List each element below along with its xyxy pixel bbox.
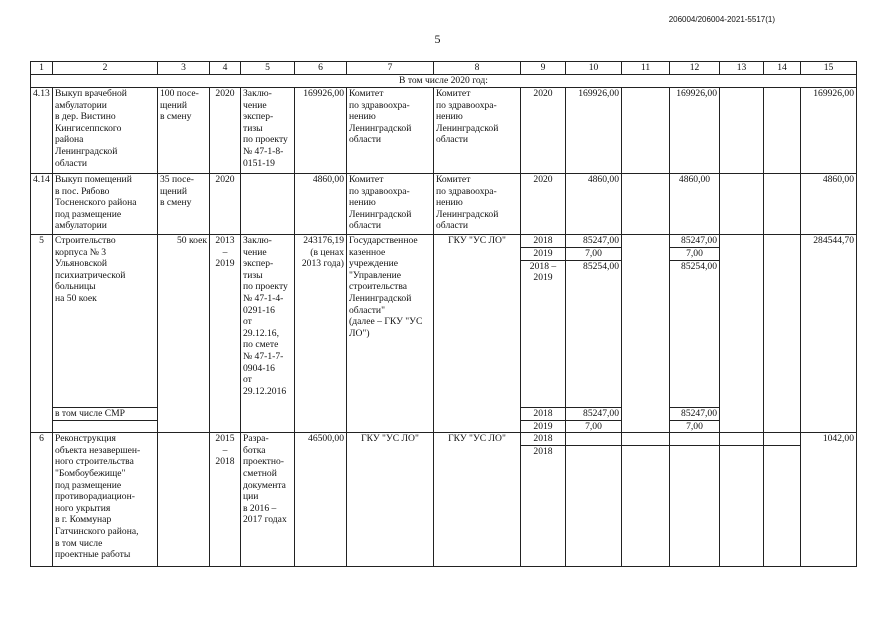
developer: Комитет по здравоохра- нению Ленинградской области <box>434 88 521 174</box>
customer: ГКУ "УС ЛО" <box>347 433 434 567</box>
column-header: 4 <box>210 62 241 75</box>
amount-col14 <box>764 88 801 174</box>
amount-col12: 7,00 <box>670 248 720 261</box>
column-header: 15 <box>801 62 857 75</box>
capacity <box>158 433 210 567</box>
capacity: 35 посе- щений в смену <box>158 174 210 235</box>
amount-col10: 85247,00 <box>566 235 622 248</box>
capacity: 50 коек <box>158 235 210 408</box>
column-header: 9 <box>521 62 566 75</box>
amount-col13 <box>720 446 764 567</box>
object-name: Выкуп врачебной амбулатории в дер. Вистино Кингисеппского района Ленинградской области <box>53 88 158 174</box>
year: 2018 – 2019 <box>521 260 566 407</box>
period: 2015 – 2018 <box>210 433 241 567</box>
amount-col12: 85247,00 <box>670 235 720 248</box>
amount-col12: 85254,00 <box>670 260 720 407</box>
amount-col11 <box>622 433 670 446</box>
amount-col15: 1042,00 <box>801 433 857 567</box>
column-header: 1 <box>31 62 53 75</box>
column-header: 3 <box>158 62 210 75</box>
amount-col13 <box>720 88 764 174</box>
amount-col13 <box>720 433 764 446</box>
year: 2020 <box>521 174 566 235</box>
amount-col10: 4860,00 <box>566 174 622 235</box>
project-document <box>241 174 295 235</box>
column-header: 13 <box>720 62 764 75</box>
customer: Комитет по здравоохра- нению Ленинградской области <box>347 174 434 235</box>
amount-col11 <box>622 235 670 408</box>
period: 2013 – 2019 <box>210 235 241 408</box>
row-number: 5 <box>31 235 53 433</box>
project-document: Разра- ботка проектно- сметной документа ции в 2016 – 2017 годах <box>241 433 295 567</box>
developer: ГКУ "УС ЛО" <box>434 235 521 408</box>
project-document: Заклю- чение экспер- тизы по проекту № 47-1-8- 0151-19 <box>241 88 295 174</box>
amount-col12: 169926,00 <box>670 88 720 174</box>
customer: Государственное казенное учреждение "Управление строительства Ленинградской области" (далее – ГКУ "УС ЛО") <box>347 235 434 408</box>
year: 2018 <box>521 433 566 446</box>
amount-col10: 169926,00 <box>566 88 622 174</box>
amount-col12: 4860,00 <box>670 174 720 235</box>
table-row <box>31 433 857 446</box>
table-row <box>31 88 857 174</box>
section-title-row <box>31 75 857 88</box>
amount-col12 <box>670 446 720 567</box>
smr-label: в том числе СМР <box>53 407 158 420</box>
column-header: 5 <box>241 62 295 75</box>
object-name: Выкуп помещений в пос. Рябово Тосненского района под размещение амбулатории <box>53 174 158 235</box>
column-header: 14 <box>764 62 801 75</box>
amount-col14 <box>764 174 801 235</box>
section-title: В том числе 2020 год: <box>31 75 857 88</box>
amount-col15: 284544,70 <box>801 235 857 433</box>
table-row <box>31 407 857 420</box>
amount-col15: 4860,00 <box>801 174 857 235</box>
amount-col11 <box>622 174 670 235</box>
developer: ГКУ "УС ЛО" <box>434 433 521 567</box>
estimated-cost: 46500,00 <box>295 433 347 567</box>
customer: Комитет по здравоохра- нению Ленинградской области <box>347 88 434 174</box>
amount-col10 <box>566 446 622 567</box>
amount-col10 <box>566 433 622 446</box>
amount-col14 <box>764 433 801 446</box>
investment-table <box>30 61 857 567</box>
page-number: 5 <box>434 32 441 46</box>
object-name: Реконструкция объекта незавершен- ного строительства "Бомбоубежище" под размещение противорадиацион- ного укрытия в г. Коммунар Гатчинского района, в том числе проектные работы <box>53 433 158 567</box>
amount-col13 <box>720 174 764 235</box>
year: 2019 <box>521 248 566 261</box>
column-header: 10 <box>566 62 622 75</box>
year: 2018 <box>521 446 566 567</box>
row-number: 6 <box>31 433 53 567</box>
document-id: 206004/206004-2021-5517(1) <box>668 15 775 24</box>
row-number: 4.14 <box>31 174 53 235</box>
amount-col10: 7,00 <box>566 248 622 261</box>
estimated-cost: 4860,00 <box>295 174 347 235</box>
amount-col14 <box>764 235 801 408</box>
year: 2020 <box>521 88 566 174</box>
period: 2020 <box>210 88 241 174</box>
year: 2018 <box>521 235 566 248</box>
column-header: 6 <box>295 62 347 75</box>
year: 2018 <box>521 407 566 420</box>
column-header: 8 <box>434 62 521 75</box>
developer: Комитет по здравоохра- нению Ленинградской области <box>434 174 521 235</box>
row-number: 4.13 <box>31 88 53 174</box>
amount-col12: 7,00 <box>670 420 720 433</box>
table-row <box>31 174 857 235</box>
column-header: 2 <box>53 62 158 75</box>
column-header: 12 <box>670 62 720 75</box>
amount-col12 <box>670 433 720 446</box>
object-name: Строительство корпуса № 3 Ульяновской психиатрической больницы на 50 коек <box>53 235 158 408</box>
table-row <box>31 235 857 248</box>
amount-col10: 85254,00 <box>566 260 622 407</box>
amount-col11 <box>622 446 670 567</box>
year: 2019 <box>521 420 566 433</box>
column-header: 7 <box>347 62 434 75</box>
amount-col15: 169926,00 <box>801 88 857 174</box>
amount-col11 <box>622 88 670 174</box>
column-number-row <box>31 62 857 75</box>
estimated-cost: 169926,00 <box>295 88 347 174</box>
capacity: 100 посе- щений в смену <box>158 88 210 174</box>
amount-col13 <box>720 235 764 408</box>
estimated-cost: 243176,19 (в ценах 2013 года) <box>295 235 347 408</box>
amount-col10: 7,00 <box>566 420 622 433</box>
period: 2020 <box>210 174 241 235</box>
column-header: 11 <box>622 62 670 75</box>
amount-col10: 85247,00 <box>566 407 622 420</box>
amount-col12: 85247,00 <box>670 407 720 420</box>
project-document: Заклю- чение экспер- тизы по проекту № 47-1-4- 0291-16 от 29.12.16, по смете № 47-1-7- 0904-16 от 29.12.2016 <box>241 235 295 408</box>
amount-col14 <box>764 446 801 567</box>
